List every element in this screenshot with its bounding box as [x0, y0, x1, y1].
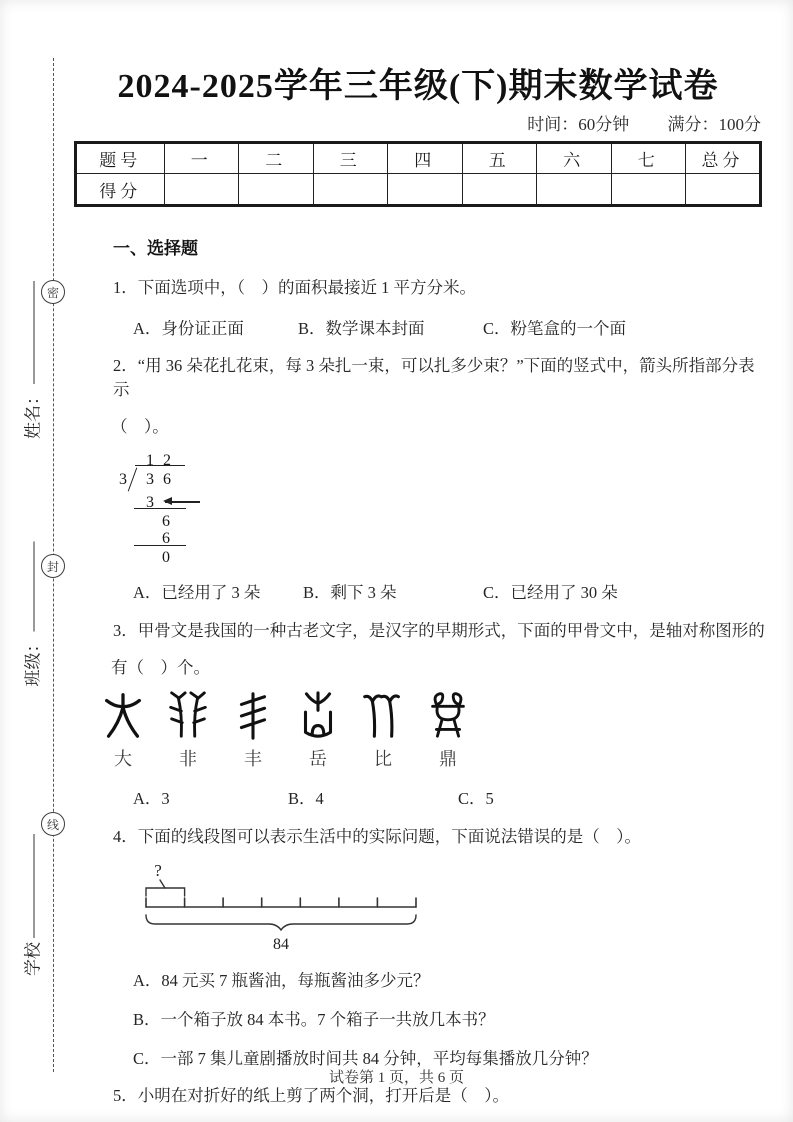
score-table-cell: 二 — [239, 143, 314, 174]
time-info: 时间：60分钟 — [527, 115, 630, 134]
option-c: C．一部 7 集儿童剧播放时间共 84 分钟，平均每集播放几分钟？ — [133, 1048, 598, 1068]
division-dividend: 36 — [146, 471, 180, 489]
glyph-label: 非 — [179, 749, 197, 770]
option-b: B．4 — [288, 789, 324, 809]
division-step1: 3 — [146, 494, 154, 512]
option-b: B．剩下 3 朵 — [303, 583, 397, 603]
name-label: 姓名： — [23, 388, 43, 439]
score-table-cell: 题号 — [76, 143, 164, 174]
option-b: B．一个箱子放 84 本书。7 个箱子一共放几本书？ — [133, 1009, 495, 1029]
oracle-glyph-da-icon — [100, 690, 146, 740]
score-table-cell: 总分 — [686, 143, 761, 174]
class-blank-line — [33, 542, 35, 632]
question-3-options — [75, 787, 770, 811]
division-quotient: 12 — [146, 452, 180, 470]
option-a: A．3 — [133, 789, 170, 809]
oracle-glyph-feng-icon — [230, 690, 276, 740]
glyph-label: 丰 — [244, 749, 262, 770]
oracle-glyph-yue-icon — [295, 690, 341, 740]
score-table-header-row — [76, 143, 760, 174]
school-label: 学校 — [23, 942, 43, 976]
question-4-options — [75, 969, 770, 1071]
long-division-diagram — [118, 449, 248, 569]
exam-meta — [75, 110, 761, 135]
glyph-label: 比 — [374, 749, 392, 770]
option-c: C．已经用了 30 朵 — [483, 583, 618, 603]
question-1-text: 1．下面选项中，（ ）的面积最接近 1 平方分米。 — [113, 277, 476, 297]
score-table-empty-cell — [537, 174, 612, 206]
seal-char-feng — [41, 554, 65, 578]
seal-char-mi-text: 密 — [46, 285, 59, 300]
oracle-glyph-ding-icon — [425, 690, 471, 740]
option-a: A．84 元买 7 瓶酱油，每瓶酱油多少元？ — [133, 970, 430, 990]
glyph-label: 岳 — [309, 749, 327, 770]
segment-question-mark: ? — [154, 860, 162, 880]
oracle-glyph-yue — [295, 690, 341, 772]
score-table-empty-cell — [239, 174, 314, 206]
division-step2: 6 — [162, 513, 170, 531]
question-5-text: 5．小明在对折好的纸上剪了两个洞，打开后是（ ）。 — [113, 1085, 509, 1105]
glyph-label: 大 — [114, 749, 132, 770]
question-1-options — [75, 317, 770, 341]
segment-diagram-svg — [138, 861, 428, 956]
division-divisor: 3 — [119, 471, 127, 489]
page-footer: 试卷第 1 页，共 6 页 — [328, 1070, 464, 1086]
score-table-score-row — [76, 174, 760, 206]
score-table-cell: 五 — [462, 143, 537, 174]
score-table-cell: 三 — [313, 143, 388, 174]
division-rule-line — [134, 545, 186, 546]
fullscore-info: 满分：100分 — [667, 115, 761, 134]
question-3-text-line2: 有（ ）个。 — [111, 658, 210, 678]
division-bracket-slash — [128, 468, 137, 492]
seal-char-xian — [41, 812, 65, 836]
option-c: C．5 — [458, 789, 494, 809]
seal-char-xian-text: 线 — [46, 817, 59, 832]
option-b: B．数学课本封面 — [298, 318, 425, 338]
segment-diagram — [138, 861, 770, 956]
name-blank-line — [33, 281, 35, 384]
score-table — [75, 142, 761, 206]
oracle-glyph-bi-icon — [360, 690, 406, 740]
page-title: 2024-2025学年三年级(下)期末数学试卷 — [117, 68, 719, 105]
oracle-glyph-fei-icon — [165, 690, 211, 740]
oracle-glyph-bi — [360, 690, 406, 772]
segment-total-label: 84 — [273, 935, 289, 953]
student-class-field — [19, 542, 44, 687]
division-step3: 6 — [162, 530, 170, 548]
score-table-empty-cell — [313, 174, 388, 206]
oracle-glyph-ding — [425, 690, 471, 772]
score-table-empty-cell — [462, 174, 537, 206]
glyph-label: 鼎 — [439, 749, 457, 770]
student-school-field — [19, 834, 44, 976]
question-3-text-line1: 3．甲骨文是我国的一种古老文字，是汉字的早期形式，下面的甲骨文中，是轴对称图形的 — [113, 621, 765, 641]
option-a: A．身份证正面 — [133, 318, 244, 338]
question-2-text-line1: 2．“用 36 朵花扎花束，每 3 朵扎一束，可以扎多少束？”下面的竖式中，箭头所指部分表示 — [113, 356, 755, 400]
score-table-empty-cell — [164, 174, 239, 206]
question-area — [75, 237, 770, 1108]
left-arrow-icon — [165, 501, 200, 503]
seal-char-mi — [41, 280, 65, 304]
division-rule-line — [134, 508, 186, 509]
question-4-text: 4．下面的线段图可以表示生活中的实际问题，下面说法错误的是（ ）。 — [113, 827, 641, 847]
class-label: 班级： — [23, 635, 43, 687]
score-table-cell: 得分 — [76, 174, 164, 206]
score-table-cell: 一 — [164, 143, 239, 174]
oracle-glyph-da — [100, 690, 146, 772]
division-vinculum-line — [135, 465, 185, 466]
question-2-options — [75, 581, 770, 605]
score-table-empty-cell — [388, 174, 463, 206]
section-heading: 一、选择题 — [113, 239, 198, 258]
oracle-glyph-feng — [230, 690, 276, 772]
score-table-cell: 六 — [537, 143, 612, 174]
student-name-field — [19, 281, 44, 439]
oracle-glyph-fei — [165, 690, 211, 772]
option-a: A．已经用了 3 朵 — [133, 583, 261, 603]
seal-char-feng-text: 封 — [46, 559, 59, 574]
school-blank-line — [33, 834, 35, 938]
score-table-cell: 四 — [388, 143, 463, 174]
division-remainder: 0 — [162, 549, 170, 567]
question-2-text-line2: （ ）。 — [111, 417, 169, 437]
score-table-empty-cell — [611, 174, 686, 206]
oracle-glyph-row — [100, 690, 770, 772]
score-table-empty-cell — [686, 174, 761, 206]
score-table-cell: 七 — [611, 143, 686, 174]
option-c: C．粉笔盒的一个面 — [483, 318, 627, 338]
